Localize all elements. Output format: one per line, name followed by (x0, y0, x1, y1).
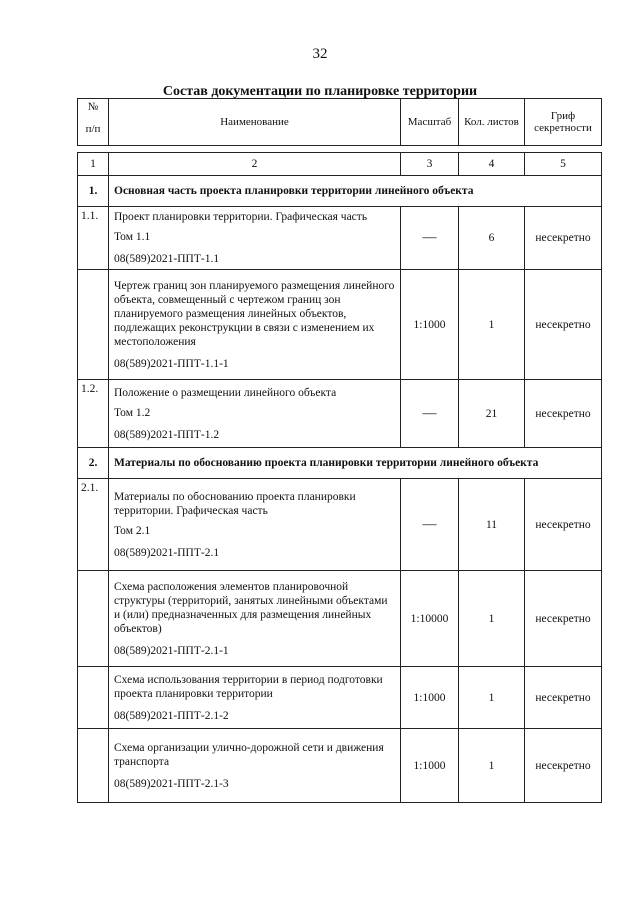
column-number: 1 (78, 153, 109, 176)
column-number: 3 (401, 153, 459, 176)
item-volume: Том 1.1 (114, 231, 151, 243)
item-name-cell (109, 667, 401, 729)
item-code: 08(589)2021-ППТ-1.1 (114, 253, 220, 265)
header-number-abbr: п/п (85, 123, 101, 135)
item-scale: 1:1000 (401, 729, 459, 803)
item-name-cell (109, 571, 401, 667)
item-title: Схема организации улично-дорожной сети и движения транспорта (114, 741, 384, 768)
item-name-cell (109, 729, 401, 803)
item-volume: Том 2.1 (114, 524, 151, 537)
item-secrecy: несекретно (525, 729, 602, 803)
documentation-table (77, 98, 602, 803)
item-secrecy: несекретно (525, 667, 602, 729)
header-gap (78, 146, 602, 153)
item-secrecy: несекретно (525, 380, 602, 448)
item-scale: 1:10000 (401, 571, 459, 667)
item-scale: 1:1000 (401, 667, 459, 729)
item-name-cell (109, 479, 401, 571)
table-row (78, 729, 602, 803)
item-scale: 1:1000 (401, 270, 459, 380)
item-code: 08(589)2021-ППТ-2.1-2 (114, 709, 229, 722)
item-sheets: 6 (459, 207, 525, 270)
item-title: Схема использования территории в период подготовки проекта планировки территории (114, 673, 383, 700)
item-sheets: 1 (459, 667, 525, 729)
item-sheets: 1 (459, 729, 525, 803)
item-scale: — (401, 207, 459, 270)
item-name-cell (109, 207, 401, 270)
table-row (78, 479, 602, 571)
item-code: 08(589)2021-ППТ-1.1-1 (114, 357, 229, 370)
header-secrecy: Гриф секретности (525, 99, 602, 146)
table-row (78, 270, 602, 380)
item-volume: Том 1.2 (114, 406, 151, 419)
section-number: 2. (78, 448, 109, 479)
table-row (78, 667, 602, 729)
page-number: 32 (312, 46, 328, 62)
item-number (78, 571, 109, 667)
item-secrecy: несекретно (525, 270, 602, 380)
column-number: 5 (525, 153, 602, 176)
item-code: 08(589)2021-ППТ-1.2 (114, 428, 220, 441)
item-number: 1.1. (78, 207, 109, 270)
section-title: Основная часть проекта планировки территории линейного объекта (109, 176, 602, 207)
item-number (78, 667, 109, 729)
item-number: 1.2. (78, 380, 109, 448)
item-number: 2.1. (78, 479, 109, 571)
document-title: Состав документации по планировке территории (162, 84, 478, 99)
item-sheets: 11 (459, 479, 525, 571)
header-name: Наименование (109, 99, 401, 146)
item-code: 08(589)2021-ППТ-2.1-1 (114, 644, 229, 657)
item-name-cell (109, 270, 401, 380)
table-row (78, 571, 602, 667)
item-scale: — (401, 380, 459, 448)
column-number-row (78, 153, 602, 176)
section-title: Материалы по обоснованию проекта планировки территории линейного объекта (109, 448, 602, 479)
column-number: 2 (109, 153, 401, 176)
item-sheets: 21 (459, 380, 525, 448)
header-sheets: Кол. листов (459, 99, 525, 146)
item-code: 08(589)2021-ППТ-2.1 (114, 546, 220, 559)
item-secrecy: несекретно (525, 479, 602, 571)
table-header-row (78, 99, 602, 146)
item-secrecy: несекретно (525, 207, 602, 270)
section-number: 1. (78, 176, 109, 207)
gap-cell (78, 146, 602, 153)
header-number (78, 99, 109, 146)
item-secrecy: несекретно (525, 571, 602, 667)
header-scale: Масштаб (401, 99, 459, 146)
item-title: Чертеж границ зон планируемого размещения линейного объекта, совмещенный с чертежом границ зон планируемого размещения линейных объектов, подлежащих реконструкции в связи с изменением их местоположения (114, 279, 395, 348)
item-name-cell (109, 380, 401, 448)
item-sheets: 1 (459, 571, 525, 667)
column-number: 4 (459, 153, 525, 176)
item-number (78, 729, 109, 803)
item-sheets: 1 (459, 270, 525, 380)
item-scale: — (401, 479, 459, 571)
item-number (78, 270, 109, 380)
header-number-symbol: № (87, 101, 99, 113)
item-title: Материалы по обоснованию проекта планировки территории. Графическая часть (114, 490, 356, 517)
item-code: 08(589)2021-ППТ-2.1-3 (114, 777, 229, 790)
table-row (78, 207, 602, 270)
item-title: Схема расположения элементов планировочной структуры (территорий, занятых линейными объектами и (или) предназначенных для размещения линейных объектов) (114, 580, 388, 635)
section-row (78, 448, 602, 479)
section-row (78, 176, 602, 207)
table-row (78, 380, 602, 448)
item-title: Положение о размещении линейного объекта (114, 386, 337, 399)
item-title: Проект планировки территории. Графическая часть (114, 211, 368, 223)
